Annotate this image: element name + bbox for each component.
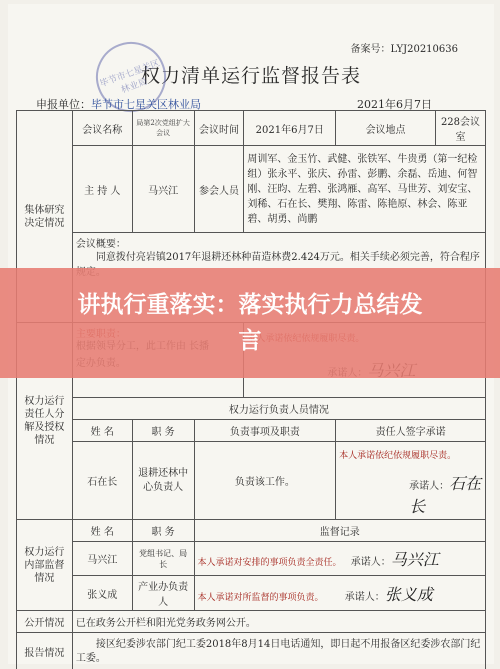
internal-position-1: 党组书记、局长 [132, 542, 194, 576]
responsible-position: 退耕还林中心负责人 [132, 442, 194, 520]
report-table [16, 110, 486, 669]
public-row [17, 611, 486, 633]
responsible-columns-row [17, 420, 486, 442]
internal-record-text-2: 本人承诺对所监督的事项负责。 [197, 592, 324, 603]
responsible-header-row [17, 398, 486, 420]
col-pledge: 责任人签字承诺 [336, 420, 486, 442]
internal-promiser-label-2: 承诺人： [344, 591, 385, 603]
page-title: 权力清单运行监督报告表 [140, 65, 361, 87]
reporting-unit-label: 申报单位： [36, 98, 91, 111]
meeting-section-label: 集体研究决定情况 [17, 111, 73, 323]
public-text: 已在政务公开栏和阳光党务政务网公开。 [72, 611, 485, 633]
report-row [17, 633, 486, 669]
responsible-promiser [409, 471, 482, 517]
responsible-header: 权力运行负责人员情况 [72, 398, 485, 420]
responsible-promiser-label: 承诺人： [409, 481, 450, 492]
col-name: 姓 名 [72, 420, 132, 442]
responsible-duty: 负责该工作。 [194, 442, 336, 520]
attendees-value: 周训军、金玉竹、武健、张铁军、牛贵勇（第一纪检组）张永平、张庆、孙雷、彭鹏、余磊、岳迪、何智刚、汪昀、左碧、张鸿雁、高军、马世芳、刘安宝、刘稀、石在长、樊翔、陈雷、陈艳原、林会、陈亚碧、胡勇、尚鹏 [244, 146, 486, 233]
internal-section-label: 权力运行内部监督情况 [17, 520, 73, 611]
meeting-place-label: 会议地点 [336, 111, 436, 146]
responsibility-section-label: 权力运行责任人分解及授权情况 [17, 323, 73, 520]
col-position: 职 务 [132, 420, 194, 442]
internal-record-1 [194, 542, 485, 576]
summary-text: 同意拨付亮岩镇2017年退耕还林种苗造林费2.424万元。相关手续必须完善，符合程序 [95, 252, 480, 263]
internal-signature-2: 张义成 [384, 584, 433, 604]
internal-col-name: 姓 名 [72, 520, 132, 542]
internal-name-2: 张义成 [72, 576, 132, 611]
meeting-name-value: 局第2次党组扩大会议 [132, 111, 194, 146]
public-label: 公开情况 [17, 611, 73, 633]
internal-row-2 [17, 576, 486, 611]
responsible-pledge [336, 442, 486, 520]
banner-text: 讲执行重落实：落实执行力总结发言 [77, 292, 423, 354]
host-value: 马兴江 [132, 146, 194, 233]
internal-record-text-1: 本人承诺对安排的事项负责全责任。 [197, 558, 342, 568]
report-date: 2021年6月7日 [357, 98, 432, 111]
report-text: 接区纪委涉农部门纪工委2018年8月14日电话通知，即日起不用报备区纪委涉农部门纪工委。 [72, 633, 485, 669]
responsible-name: 石在长 [72, 442, 132, 520]
internal-promiser-label-1: 承诺人： [350, 557, 391, 568]
report-label: 报告情况 [17, 633, 73, 669]
responsible-signature: 石在长 [409, 474, 482, 516]
host-label: 主 持 人 [72, 146, 132, 233]
internal-position-2: 产业办负责人 [132, 576, 194, 611]
internal-col-record: 监督记录 [194, 520, 485, 542]
meeting-row-2 [17, 146, 486, 233]
internal-name-1: 马兴江 [72, 542, 132, 576]
meeting-time-value: 2021年6月7日 [244, 111, 336, 146]
internal-columns-row [17, 520, 486, 542]
attendees-label: 参会人员 [194, 146, 244, 233]
document-number: 备案号：LYJ20210636 [350, 44, 458, 55]
internal-col-position: 职 务 [132, 520, 194, 542]
reporting-unit-value: 毕节市七星关区林业局 [91, 98, 201, 111]
internal-row-1 [17, 542, 486, 576]
summary-label: 会议概要： [75, 239, 126, 250]
meeting-time-label: 会议时间 [194, 111, 244, 146]
meeting-place-value: 228会议室 [435, 111, 485, 146]
col-duty: 负责事项及职责 [194, 420, 336, 442]
overlay-banner [0, 268, 500, 378]
internal-record-2 [194, 576, 485, 611]
meeting-name-label: 会议名称 [72, 111, 132, 146]
responsible-pledge-text: 本人承诺依纪依规履职尽责。 [339, 451, 457, 461]
internal-signature-1: 马兴江 [390, 550, 439, 569]
meeting-row-1 [17, 111, 486, 146]
responsible-person-row [17, 442, 486, 520]
seal-text: 毕节市七星关区林业局 [98, 58, 162, 96]
